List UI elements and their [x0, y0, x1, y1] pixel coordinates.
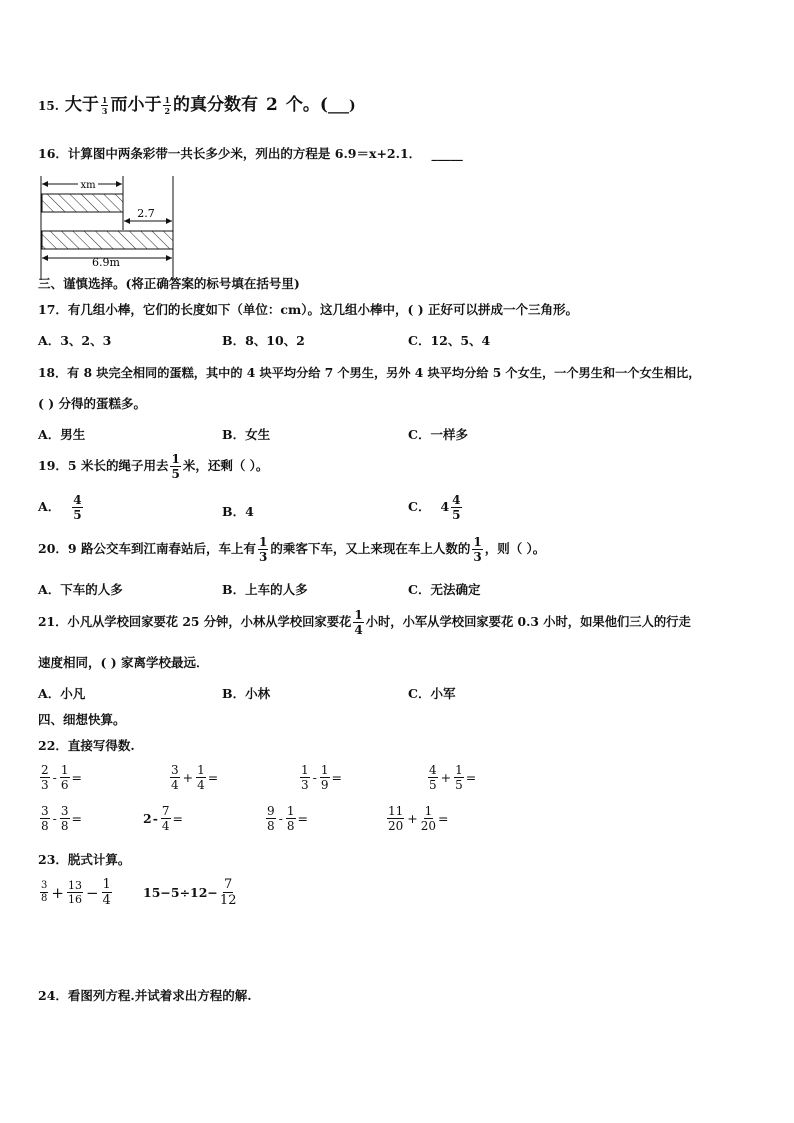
- q22-e3-frac-b: $\frac{1}{9}$: [320, 763, 329, 792]
- q21-text-after: 小时，小军从学校回家要花 0.3 小时，如果他们三人的行走: [365, 614, 691, 630]
- q22-e2-frac-b: $\frac{1}{4}$: [197, 763, 205, 792]
- q15-count: 2: [266, 95, 278, 115]
- q22-expr-1: [38, 764, 82, 791]
- q22-e2-eq: =: [207, 770, 219, 785]
- question-18-line-2: ( ) 分得的蛋糕多。: [38, 396, 147, 411]
- q17-option-c[interactable]: C．12、5、4: [408, 333, 491, 348]
- q22-e3-op: -: [312, 770, 317, 785]
- q23-e2-text: 15−5÷12−: [143, 885, 218, 900]
- q22-e3-frac-a: $\frac{1}{3}$: [301, 763, 309, 792]
- q22-e4-eq: =: [465, 770, 477, 785]
- q22-expr-5: [38, 805, 82, 832]
- q19-text-before: 19．5 米长的绳子用去: [38, 458, 169, 474]
- question-19: [38, 453, 268, 480]
- q20-fraction-2: $\frac{1}{3}$: [473, 535, 482, 564]
- question-22-title: 22．直接写得数.: [38, 738, 135, 753]
- q22-e4-frac-a: $\frac{4}{5}$: [429, 763, 437, 792]
- q22-e8-frac-a: $\frac{11}{20}$: [388, 804, 404, 833]
- q17-option-b[interactable]: B．8、10、2: [222, 333, 305, 348]
- q19-option-c-label: C．: [408, 499, 431, 515]
- q20-text-after: ，则（ ）。: [484, 541, 546, 557]
- q22-e5-frac-b: $\frac{3}{8}$: [60, 804, 69, 833]
- question-18-line-1: 18．有 8 块完全相同的蛋糕，其中的 4 块平均分给 7 个男生，另外 4 块平均分给 5 个女生，一个男生和一个女生相比，: [38, 366, 701, 380]
- q22-e8-frac-b: $\frac{1}{20}$: [420, 804, 437, 833]
- q22-e8-eq: =: [438, 811, 449, 826]
- q19-option-b[interactable]: B．4: [222, 504, 254, 519]
- q15-fraction-1: $\frac{1}{3}$: [101, 95, 108, 116]
- q19-option-c-whole: 4: [440, 499, 450, 515]
- q15-fraction-2: $\frac{1}{2}$: [164, 95, 171, 116]
- q22-e5-op: -: [52, 811, 57, 826]
- q15-text-1: 大于: [64, 95, 99, 115]
- ribbon-diagram: [36, 172, 186, 284]
- diagram-label-6-9m: 6.9m: [92, 256, 120, 269]
- q22-e4-frac-b: $\frac{1}{5}$: [455, 763, 463, 792]
- q19-option-a-label: A．: [38, 499, 61, 515]
- question-16: [38, 148, 463, 161]
- q21-fraction: $\frac{1}{4}$: [354, 608, 363, 637]
- q16-answer-blank[interactable]: _____: [431, 146, 463, 161]
- q18-option-b[interactable]: B．女生: [222, 427, 271, 442]
- q23-e2-frac: $\frac{7}{12}$: [219, 877, 237, 908]
- question-20: [38, 536, 545, 563]
- q17-option-a[interactable]: A．3、2、3: [38, 333, 112, 348]
- q20-option-c[interactable]: C．无法确定: [408, 582, 481, 597]
- q22-e4-op: +: [440, 770, 452, 785]
- q22-e1-op: -: [52, 770, 57, 785]
- question-24: 24．看图列方程.并试着求出方程的解.: [38, 988, 252, 1003]
- q20-text-before: 20．9 路公交车到江南春站后，车上有: [38, 541, 256, 557]
- q22-e2-op: +: [182, 770, 194, 785]
- q22-e1-eq: =: [71, 770, 82, 785]
- section-3-heading: 三、谨慎选择。(将正确答案的标号填在括号里): [38, 276, 300, 291]
- q23-e1-op2: −: [85, 883, 99, 902]
- q22-e2-frac-a: $\frac{3}{4}$: [171, 763, 179, 792]
- q19-option-c-fraction: $\frac{4}{5}$: [452, 493, 461, 522]
- q15-text-2: 而小于: [110, 95, 162, 115]
- q23-e1-frac-c: $\frac{1}{4}$: [102, 877, 111, 908]
- diagram-label-2-7: 2.7: [137, 207, 155, 220]
- q22-e5-frac-a: $\frac{3}{8}$: [41, 804, 49, 833]
- q23-expr-1: [38, 878, 114, 907]
- q22-e6-frac-b: $\frac{7}{4}$: [161, 804, 170, 833]
- q20-fraction-1: $\frac{1}{3}$: [258, 535, 268, 564]
- q22-e1-frac-a: $\frac{2}{3}$: [41, 763, 49, 792]
- section-4-heading: 四、细想快算。: [38, 712, 126, 727]
- q22-e6-op: -: [152, 811, 158, 826]
- q21-text-before: 21．小凡从学校回家要花 25 分钟，小林从学校回家要花: [38, 614, 352, 630]
- question-21: [38, 609, 691, 636]
- q22-e8-op: +: [407, 811, 418, 826]
- question-21-line-2: 速度相同，( ) 家离学校最远．: [38, 655, 209, 670]
- q22-e1-frac-b: $\frac{1}{6}$: [60, 763, 69, 792]
- q22-e7-eq: =: [297, 811, 308, 826]
- q22-expr-4: [426, 764, 476, 791]
- q22-e6-whole: 2: [143, 811, 152, 826]
- q22-expr-8: [385, 805, 449, 832]
- q22-e7-frac-a: $\frac{9}{8}$: [267, 804, 275, 833]
- q21-option-b[interactable]: B．小林: [222, 686, 271, 701]
- q19-fraction: $\frac{1}{5}$: [171, 452, 180, 481]
- q19-option-c[interactable]: [408, 494, 464, 521]
- q22-expr-2: [168, 764, 218, 791]
- q15-number: 15.: [38, 98, 59, 113]
- q22-e7-frac-b: $\frac{1}{8}$: [286, 804, 295, 833]
- q23-e1-frac-a: $\frac{3}{8}$: [41, 880, 48, 904]
- q19-text-after: 米，还剩（ ）。: [182, 458, 269, 474]
- q20-text-middle: 的乘客下车，又上来现在车上人数的: [270, 541, 471, 557]
- q21-option-a[interactable]: A．小凡: [38, 686, 86, 701]
- q15-close: ): [348, 97, 356, 114]
- question-15: [38, 96, 356, 115]
- q22-e6-eq: =: [172, 811, 184, 826]
- q22-e7-op: -: [278, 811, 283, 826]
- q22-e3-eq: =: [331, 770, 342, 785]
- q22-expr-6: [143, 805, 183, 832]
- q19-option-a[interactable]: [38, 494, 85, 521]
- q19-option-a-fraction: $\frac{4}{5}$: [73, 493, 82, 522]
- q15-answer-blank[interactable]: ___: [327, 97, 349, 114]
- q20-option-a[interactable]: A．下车的人多: [38, 582, 123, 597]
- q22-e5-eq: =: [71, 811, 82, 826]
- question-17: 17．有几组小棒，它们的长度如下（单位：cm）。这几组小棒中，( ) 正好可以拼成一个三角形。: [38, 302, 579, 317]
- q22-expr-3: [298, 764, 342, 791]
- q21-option-c[interactable]: C．小军: [408, 686, 456, 701]
- q20-option-b[interactable]: B．上车的人多: [222, 582, 308, 597]
- q15-text-4: 个。(: [285, 95, 328, 115]
- diagram-label-x: xm: [80, 180, 96, 191]
- q23-expr-2: [143, 878, 238, 907]
- q15-text-3: 的真分数有: [173, 95, 259, 115]
- q18-option-a[interactable]: A．男生: [38, 427, 86, 442]
- question-23-title: 23．脱式计算。: [38, 852, 131, 867]
- q23-e1-frac-b: $\frac{13}{16}$: [67, 879, 82, 906]
- q16-text: 16．计算图中两条彩带一共长多少米，列出的方程是 6.9＝x+2.1．: [38, 146, 422, 161]
- q22-expr-7: [264, 805, 308, 832]
- q18-option-c[interactable]: C．一样多: [408, 427, 468, 442]
- q23-e1-op1: +: [51, 883, 64, 902]
